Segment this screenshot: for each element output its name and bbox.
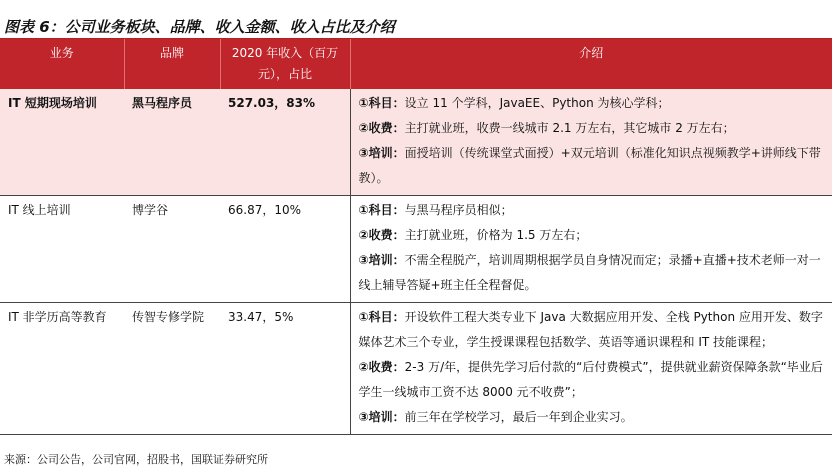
table-row [0, 89, 832, 196]
revenue-cell: 527.03，83% [220, 89, 350, 196]
intro-text: 设立 11 个学科，JavaEE、Python 为核心学科； [404, 96, 670, 110]
intro-text: 与黑马程序员相似； [404, 203, 513, 217]
table-row [0, 303, 832, 435]
intro-label: ②收费： [358, 360, 405, 374]
intro-cell [350, 196, 832, 303]
revenue-cell: 66.87，10% [220, 196, 350, 303]
intro-text: 开设软件工程大类专业下 Java 大数据应用开发、全栈 Python 应用开发、数字媒体艺术三个专业，学生授课课程包括数学、英语等通识课程和 IT 技能课程； [358, 310, 823, 349]
intro-text: 主打就业班，收费一线城市 2.1 万左右，其它城市 2 万左右； [404, 121, 735, 135]
intro-text: 面授培训（传统课堂式面授）+双元培训（标准化知识点视频教学+讲师线下带教）。 [358, 146, 821, 185]
brand-cell: 黑马程序员 [124, 89, 220, 196]
table-row [0, 196, 832, 303]
business-cell: IT 非学历高等教育 [0, 303, 124, 435]
intro-label: ③培训： [358, 253, 405, 267]
intro-text: 前三年在学校学习，最后一年到企业实习。 [404, 410, 633, 424]
intro-cell [350, 303, 832, 435]
table-title: 图表 6：公司业务板块、品牌、收入金额、收入占比及介绍 [4, 18, 395, 36]
table-header-row [0, 39, 832, 89]
intro-label: ①科目： [358, 96, 405, 110]
intro-text: 主打就业班，价格为 1.5 万左右； [404, 228, 588, 242]
intro-cell [350, 89, 832, 196]
header-business: 业务 [0, 39, 124, 89]
intro-label: ②收费： [358, 121, 405, 135]
brand-cell: 传智专修学院 [124, 303, 220, 435]
intro-label: ③培训： [358, 410, 405, 424]
business-cell: IT 线上培训 [0, 196, 124, 303]
header-revenue: 2020 年收入（百万元），占比 [220, 39, 350, 89]
revenue-cell: 33.47，5% [220, 303, 350, 435]
intro-label: ①科目： [358, 203, 405, 217]
header-brand: 品牌 [124, 39, 220, 89]
business-cell: IT 短期现场培训 [0, 89, 124, 196]
brand-cell: 博学谷 [124, 196, 220, 303]
intro-label: ①科目： [358, 310, 405, 324]
source-note: 来源：公司公告，公司官网，招股书，国联证券研究所 [4, 453, 268, 466]
intro-label: ②收费： [358, 228, 405, 242]
header-intro: 介绍 [350, 39, 832, 89]
intro-text: 不需全程脱产，培训周期根据学员自身情况而定；录播+直播+技术老师一对一线上辅导答疑+班主任全程督促。 [358, 253, 821, 292]
business-table [0, 39, 832, 435]
intro-label: ③培训： [358, 146, 405, 160]
intro-text: 2-3 万/年，提供先学习后付款的“后付费模式”，提供就业薪资保障条款“毕业后学生一线城市工资不达 8000 元不收费”； [358, 360, 823, 399]
